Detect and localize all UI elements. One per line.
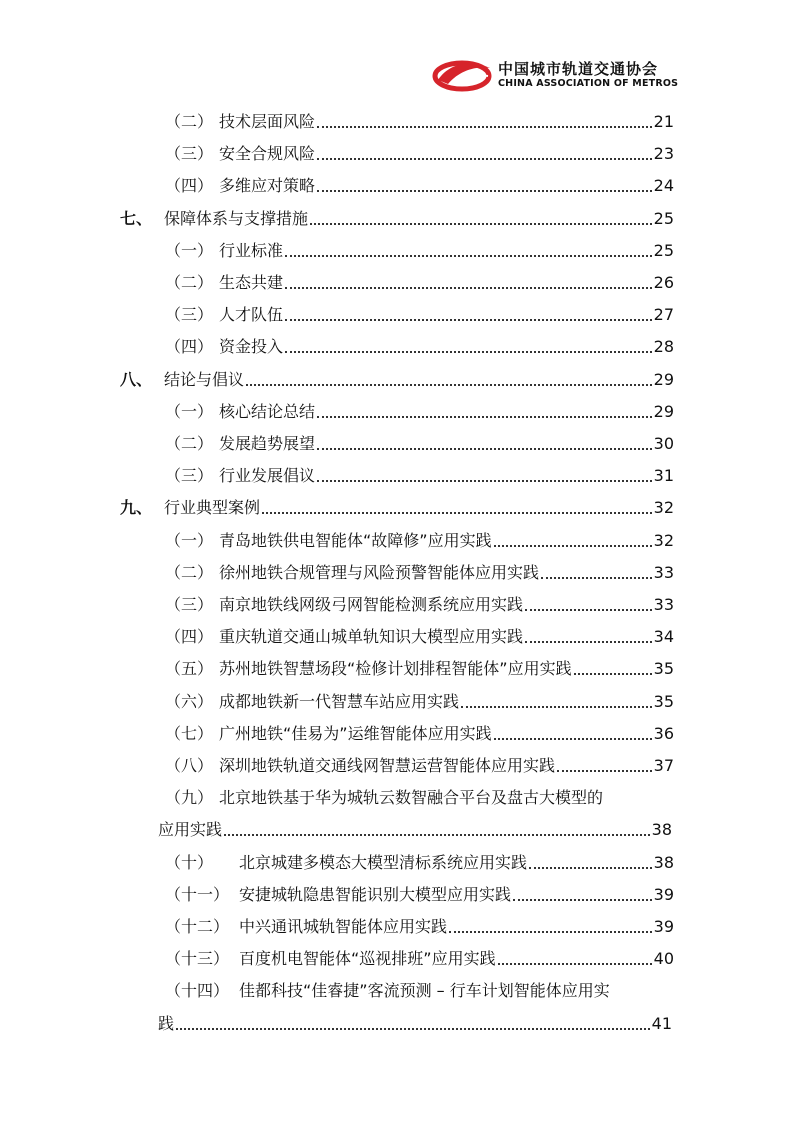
toc-dot-leader [494, 545, 652, 547]
toc-dot-leader [224, 834, 650, 836]
toc-entry[interactable] [165, 519, 674, 551]
toc-entry[interactable] [165, 454, 674, 486]
toc-entry[interactable] [165, 551, 674, 583]
toc-entry-page: 31 [653, 466, 674, 486]
toc-entry[interactable] [165, 615, 674, 647]
toc-entry[interactable] [165, 164, 674, 196]
toc-entry-number: （三） [165, 595, 214, 614]
toc-dot-leader [317, 158, 652, 160]
toc-dot-leader [317, 416, 652, 418]
toc-entry[interactable] [165, 937, 674, 969]
toc-dot-leader [494, 738, 652, 740]
toc-entry-page: 28 [653, 337, 674, 357]
toc-entry-page: 40 [653, 949, 674, 969]
toc-dot-leader [317, 480, 652, 482]
toc-dot-leader [317, 448, 652, 450]
toc-entry[interactable] [165, 744, 674, 776]
toc-entry-number: （三） [165, 305, 214, 325]
toc-entry-page: 38 [653, 852, 674, 872]
toc-entry-number: （二） [165, 562, 214, 582]
toc-entry-page: 25 [653, 208, 674, 228]
toc-dot-leader [285, 255, 652, 257]
toc-entry-number: （十一） [165, 884, 230, 904]
toc-entry-page: 26 [653, 273, 674, 292]
toc-entry[interactable] [165, 873, 674, 905]
toc-entry-page: 25 [653, 240, 674, 260]
toc-entry-page: 30 [653, 434, 674, 453]
toc-entry[interactable] [165, 325, 674, 357]
toc-entry-page: 34 [653, 627, 674, 647]
toc-dot-leader [262, 512, 652, 514]
toc-entry-title: 北京地铁基于华为城轨云数智融合平台及盘古大模型的 [219, 788, 604, 808]
toc-entry-page: 36 [653, 723, 674, 743]
toc-entry-title: 结论与倡议 [164, 369, 245, 389]
toc-entry[interactable] [165, 680, 674, 712]
toc-entry-page: 27 [653, 305, 674, 325]
toc-entry[interactable] [165, 422, 674, 454]
toc-dot-leader [461, 706, 652, 708]
toc-entry-title: 安全合规风险 [219, 144, 316, 164]
toc-entry-number: （三） [165, 466, 214, 486]
toc-entry-title: 生态共建 [219, 273, 284, 292]
toc-entry-title: 南京地铁线网级弓网智能检测系统应用实践 [219, 595, 524, 614]
toc-entry-title: 安捷城轨隐患智能识别大模型应用实践 [239, 884, 512, 904]
toc-entry[interactable] [165, 390, 674, 422]
toc-entry[interactable] [165, 229, 674, 261]
toc-entry-page: 37 [653, 756, 674, 775]
toc-entry-number: （十二） [165, 917, 230, 936]
toc-entry[interactable] [165, 905, 674, 937]
toc-dot-leader [529, 867, 652, 869]
toc-entry[interactable] [165, 261, 674, 293]
toc-entry-title: 资金投入 [219, 337, 284, 357]
toc-entry[interactable] [165, 712, 674, 744]
toc-entry[interactable] [165, 132, 674, 164]
toc-entry-page: 32 [653, 498, 674, 518]
toc-entry-title: 徐州地铁合规管理与风险预警智能体应用实践 [219, 562, 540, 582]
toc-dot-leader [285, 319, 652, 321]
toc-dot-leader [246, 384, 652, 386]
toc-dot-leader [285, 287, 652, 289]
toc-entry[interactable] [165, 969, 674, 1001]
toc-entry-number: （九） [165, 788, 214, 808]
toc-entry-page: 33 [653, 595, 674, 614]
toc-entry[interactable] [165, 841, 674, 873]
toc-entry-number: （八） [165, 756, 214, 775]
toc-entry-number: 七、 [120, 208, 153, 228]
toc-entry-number: （一） [165, 530, 214, 550]
toc-entry-page: 23 [653, 144, 674, 164]
toc-dot-leader [513, 899, 652, 901]
toc-entry-number: （七） [165, 723, 214, 743]
toc-entry-page: 33 [653, 562, 674, 582]
toc-entry-title: 广州地铁“佳易为”运维智能体应用实践 [219, 723, 492, 743]
toc-entry-title: 多维应对策略 [219, 176, 316, 196]
toc-entry-number: （二） [165, 273, 214, 292]
toc-entry-number: （六） [165, 691, 214, 711]
toc-entry-page: 41 [651, 1013, 672, 1033]
toc-entry-title: 保障体系与支撑措施 [164, 208, 309, 228]
toc-entry-title: 重庆轨道交通山城单轨知识大模型应用实践 [219, 627, 524, 647]
toc-dot-leader [541, 577, 652, 579]
toc-entry-continuation[interactable] [158, 808, 672, 840]
toc-entry-title: 北京城建多模态大模型清标系统应用实践 [239, 852, 528, 872]
toc-entry[interactable] [165, 583, 674, 615]
toc-dot-leader [449, 931, 652, 933]
toc-dot-leader [310, 223, 652, 225]
toc-entry[interactable] [165, 647, 674, 679]
toc-entry-number: （五） [165, 659, 214, 679]
toc-entry-page: 29 [653, 369, 674, 389]
org-name-cn: 中国城市轨道交通协会 [498, 60, 659, 78]
toc-entry-number: （十三） [165, 949, 230, 969]
toc-entry-title: 苏州地铁智慧场段“检修计划排程智能体”应用实践 [219, 659, 572, 679]
toc-entry-title: 成都地铁新一代智慧车站应用实践 [219, 691, 460, 711]
toc-entry-title: 行业标准 [219, 240, 284, 260]
toc-dot-leader [285, 351, 652, 353]
toc-entry-title: 百度机电智能体“巡视排班”应用实践 [239, 949, 496, 969]
toc-dot-leader [574, 673, 652, 675]
toc-entry[interactable] [165, 293, 674, 325]
toc-entry-number: （二） [165, 112, 214, 131]
toc-entry-title: 青岛地铁供电智能体“故障修”应用实践 [219, 530, 492, 550]
toc-entry-page: 24 [653, 176, 674, 196]
toc-dot-leader [176, 1028, 650, 1030]
toc-entry-page: 39 [653, 917, 674, 936]
toc-entry-title: 发展趋势展望 [219, 434, 316, 453]
toc-dot-leader [498, 963, 652, 965]
toc-entry-title: 技术层面风险 [219, 112, 316, 131]
metro-association-logo-icon [432, 54, 494, 94]
toc-entry-page: 38 [651, 820, 672, 840]
toc-entry-page: 21 [653, 112, 674, 131]
toc-entry-number: （三） [165, 144, 214, 164]
toc-entry[interactable] [165, 776, 674, 808]
toc-entry-number: （一） [165, 240, 214, 260]
toc-entry-page: 39 [653, 884, 674, 904]
toc-entry-title: 核心结论总结 [219, 401, 316, 421]
toc-entry-number: （四） [165, 176, 214, 196]
toc-entry[interactable] [165, 100, 674, 132]
toc-entry-title-continued: 践 [158, 1013, 175, 1033]
toc-entry-page: 35 [653, 691, 674, 711]
toc-entry-number: （十四） [165, 981, 230, 1001]
toc-entry-number: （一） [165, 401, 214, 421]
toc-entry-title: 行业发展倡议 [219, 466, 316, 486]
toc-entry-number: （四） [165, 627, 214, 647]
toc-dot-leader [317, 126, 652, 128]
toc-entry-title: 深圳地铁轨道交通线网智慧运营智能体应用实践 [219, 756, 556, 775]
toc-entry-title-continued: 应用实践 [158, 820, 223, 840]
toc-entry-page: 35 [653, 659, 674, 679]
toc-entry-page: 32 [653, 530, 674, 550]
toc-dot-leader [557, 770, 652, 772]
toc-entry-title: 人才队伍 [219, 305, 284, 325]
toc-entry-title: 中兴通讯城轨智能体应用实践 [239, 917, 448, 936]
toc-entry-title: 佳都科技“佳睿捷”客流预测 – 行车计划智能体应用实 [239, 981, 610, 1001]
org-name-en: CHINA ASSOCIATION OF METROS [498, 78, 679, 89]
toc-dot-leader [525, 641, 652, 643]
header-logo [426, 50, 686, 98]
toc-entry-number: （四） [165, 337, 214, 357]
toc-entry-number: 九、 [120, 498, 153, 518]
toc-dot-leader [525, 609, 652, 611]
toc-entry[interactable] [120, 358, 674, 390]
toc-entry-number: （十） [165, 852, 214, 872]
toc-entry[interactable] [120, 486, 674, 518]
toc-entry-page: 29 [653, 401, 674, 421]
toc-entry[interactable] [120, 197, 674, 229]
toc-entry-number: （二） [165, 434, 214, 453]
toc-entry-title: 行业典型案例 [164, 498, 261, 518]
toc-entry-number: 八、 [120, 369, 153, 389]
toc-dot-leader [317, 190, 652, 192]
toc-entry-continuation[interactable] [158, 1002, 672, 1034]
